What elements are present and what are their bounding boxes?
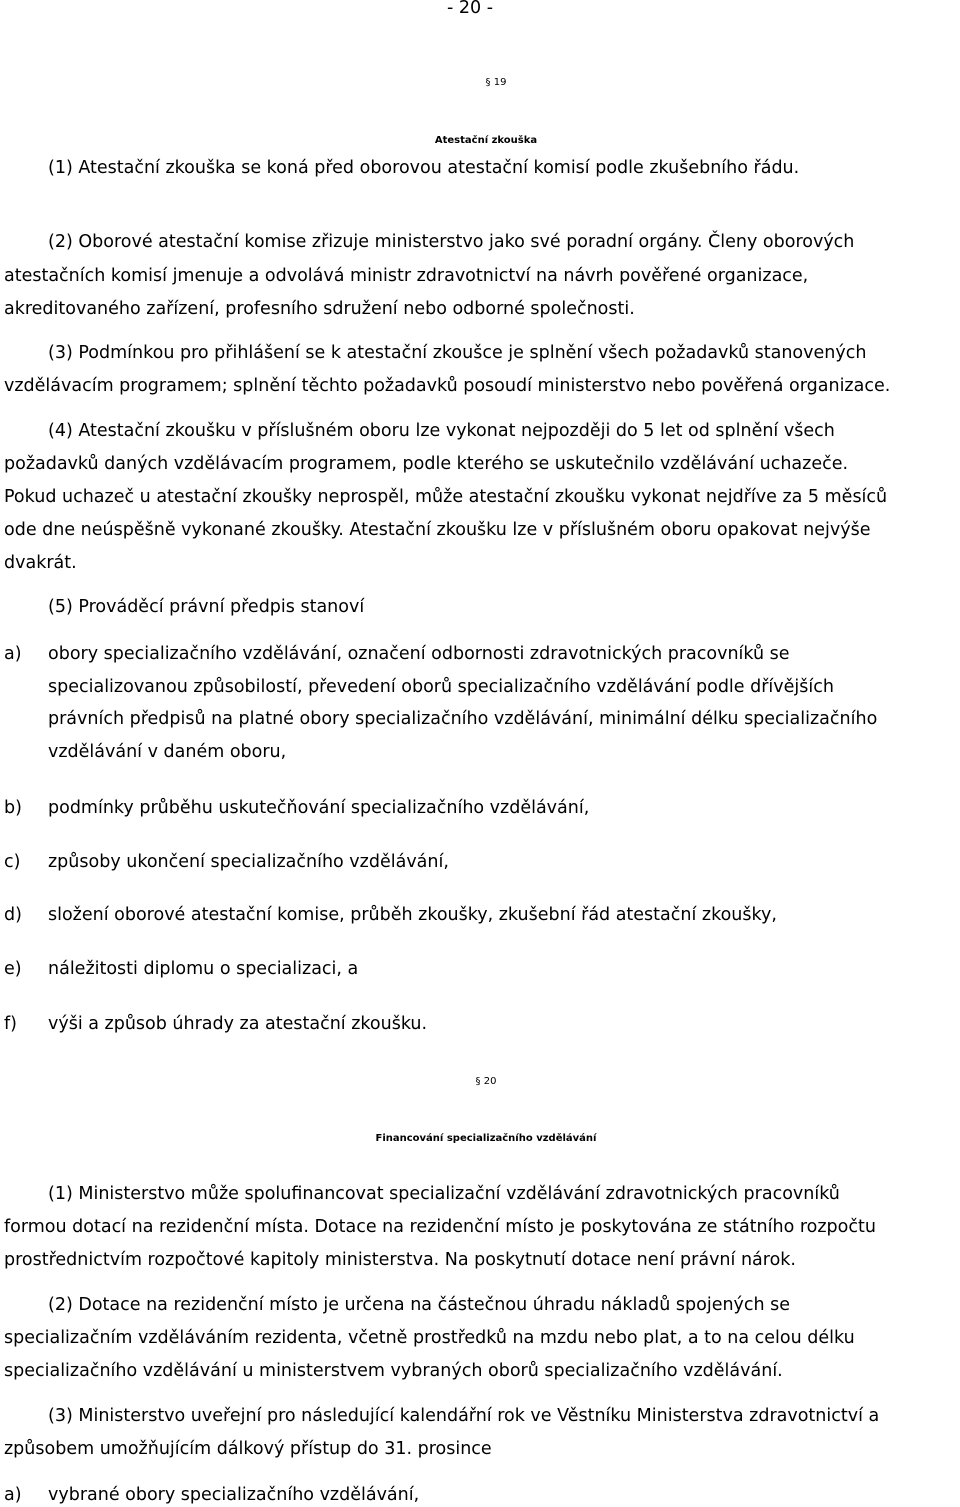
list-item-line: obory specializačního vzdělávání, označení odbornosti zdravotnických pracovníků se: [48, 644, 790, 664]
paragraph-19-2-line: atestačních komisí jmenuje a odvolává ministr zdravotnictví na návrh pověřené organizace,: [4, 266, 809, 286]
paragraph-19-3-line: (3) Podmínkou pro přihlášení se k atestační zkoušce je splnění všech požadavků stanovených: [48, 343, 867, 363]
paragraph-19-2-line: (2) Oborové atestační komise zřizuje ministerstvo jako své poradní orgány. Členy oborových: [48, 232, 855, 252]
list-item-line: podmínky průběhu uskutečňování specializačního vzdělávání,: [48, 798, 590, 818]
paragraph-20-1-line: (1) Ministerstvo může spolufinancovat specializační vzdělávání zdravotnických pracovníků: [48, 1184, 840, 1204]
list-item-line: právních předpisů na platné obory specializačního vzdělávání, minimální délku specializačního: [48, 709, 878, 729]
section-19-title: Atestační zkouška: [434, 135, 538, 146]
list-marker: d): [4, 905, 22, 925]
paragraph-19-4-line: Pokud uchazeč u atestační zkoušky neprospěl, může atestační zkoušku vykonat nejdříve za 5 měsíců: [4, 487, 888, 507]
list-item-line: složení oborové atestační komise, průběh zkoušky, zkušební řád atestační zkoušky,: [48, 905, 777, 925]
section-20-title: Financování specializačního vzdělávání: [375, 1133, 597, 1144]
page-number: - 20 -: [446, 0, 494, 18]
list-marker: f): [4, 1014, 17, 1034]
list-item-line: vzdělávání v daném oboru,: [48, 742, 287, 762]
paragraph-20-1-line: prostřednictvím rozpočtové kapitoly ministerstva. Na poskytnutí dotace není právní nárok.: [4, 1250, 796, 1270]
paragraph-19-3-line: vzdělávacím programem; splnění těchto požadavků posoudí ministerstvo nebo pověřená organizace.: [4, 376, 891, 396]
list-item-line: náležitosti diplomu o specializaci, a: [48, 959, 359, 979]
paragraph-19-1: (1) Atestační zkouška se koná před oborovou atestační komisí podle zkušebního řádu.: [48, 158, 800, 178]
paragraph-19-5: (5) Prováděcí právní předpis stanoví: [48, 597, 365, 617]
paragraph-19-4-line: ode dne neúspěšně vykonané zkoušky. Atestační zkoušku lze v příslušném oboru opakovat nejvýše: [4, 520, 871, 540]
list-item-line: způsoby ukončení specializačního vzdělávání,: [48, 852, 449, 872]
paragraph-20-1-line: formou dotací na rezidenční místa. Dotace na rezidenční místo je poskytována ze státního rozpočtu: [4, 1217, 876, 1237]
section-20-heading: § 20: [475, 1076, 497, 1087]
section-19-heading: § 19: [485, 77, 507, 88]
list-item-line: výši a způsob úhrady za atestační zkoušku.: [48, 1014, 428, 1034]
paragraph-19-4-line: (4) Atestační zkoušku v příslušném oboru lze vykonat nejpozději do 5 let od splnění všech: [48, 421, 835, 441]
list-marker: e): [4, 959, 22, 979]
list-marker: a): [4, 644, 22, 664]
paragraph-19-4-line: dvakrát.: [4, 553, 77, 573]
list-item-line: specializovanou způsobilostí, převedení oborů specializačního vzdělávání podle dřívějších: [48, 677, 834, 697]
list-marker: b): [4, 798, 22, 818]
list-item-line: vybrané obory specializačního vzdělávání,: [48, 1485, 420, 1505]
list-marker: c): [4, 852, 21, 872]
paragraph-20-3-line: (3) Ministerstvo uveřejní pro následující kalendářní rok ve Věstníku Ministerstva zdravotnictví a: [48, 1406, 880, 1426]
paragraph-20-3-line: způsobem umožňujícím dálkový přístup do 31. prosince: [4, 1439, 492, 1459]
paragraph-19-2-line: akreditovaného zařízení, profesního sdružení nebo odborné společnosti.: [4, 299, 635, 319]
paragraph-20-2-line: specializačního vzdělávání u ministerstvem vybraných oborů specializačního vzdělávání.: [4, 1361, 783, 1381]
list-marker: a): [4, 1485, 22, 1505]
paragraph-20-2-line: (2) Dotace na rezidenční místo je určena na částečnou úhradu nákladů spojených se: [48, 1295, 791, 1315]
paragraph-19-4-line: požadavků daných vzdělávacím programem, podle kterého se uskutečnilo vzdělávání uchazeče.: [4, 454, 849, 474]
paragraph-20-2-line: specializačním vzděláváním rezidenta, včetně prostředků na mzdu nebo plat, a to na celou délku: [4, 1328, 855, 1348]
